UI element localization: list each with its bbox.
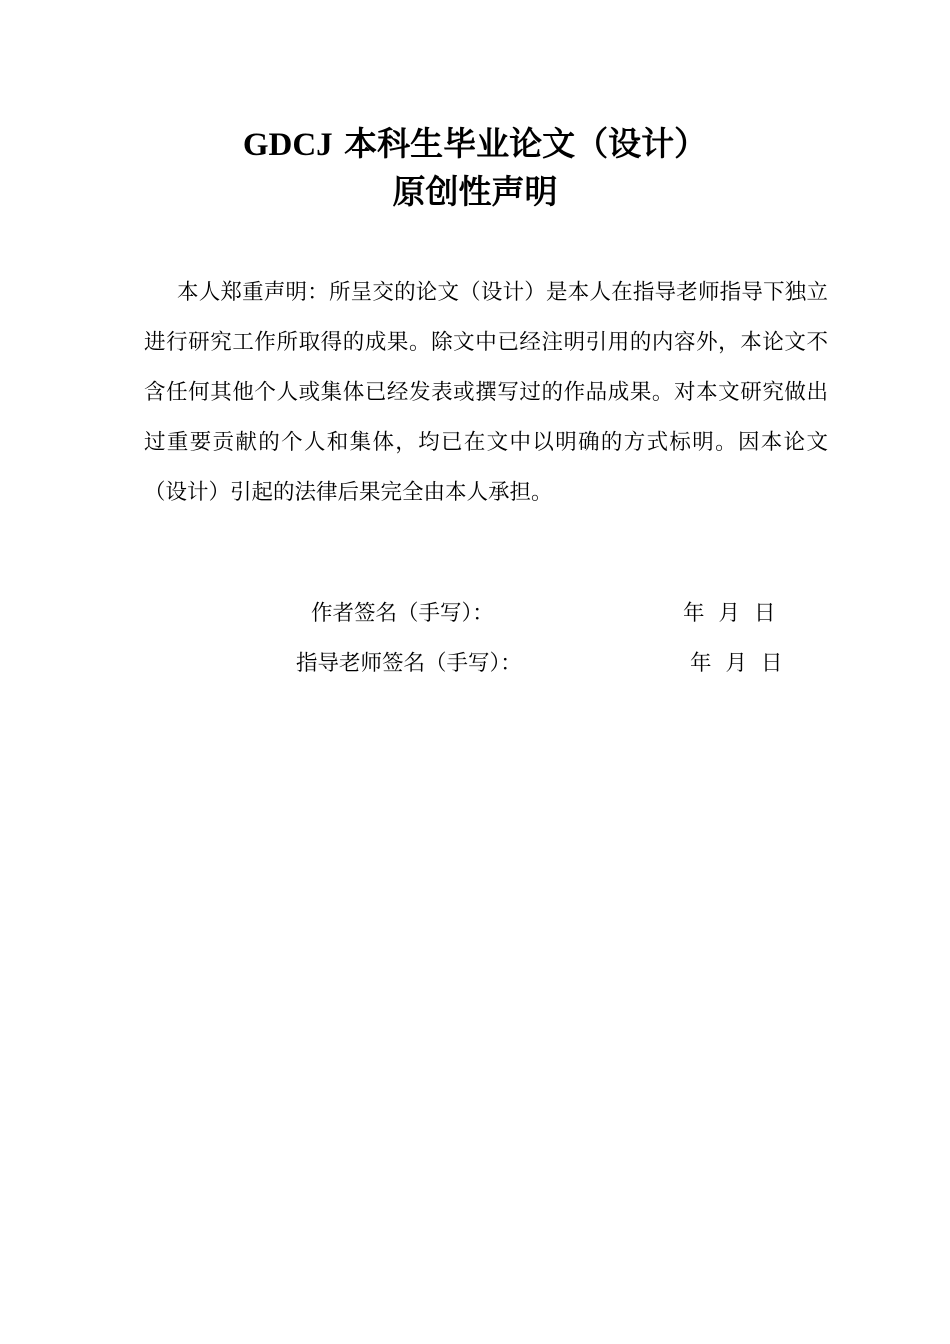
title-main: 本科生毕业论文（设计） xyxy=(344,124,708,163)
author-date-day: 日 xyxy=(754,601,776,626)
advisor-date-year: 年 xyxy=(690,651,712,676)
author-date-year: 年 xyxy=(683,601,705,626)
author-signature-label: 作者签名（手写）： xyxy=(311,601,494,626)
declaration-paragraph: 本人郑重声明：所呈交的论文（设计）是本人在指导老师指导下独立进行研究工作所取得的成果。除文中已经注明引用的内容外，本论文不含任何其他个人或集体已经发表或撰写过的作品成果。对本文研究做出过重要贡献的个人和集体，均已在文中以明确的方式标明。因本论文（设计）引起的法律后果完全由本人承担。 xyxy=(144,280,828,505)
author-date-month: 月 xyxy=(718,601,741,626)
advisor-date-day: 日 xyxy=(761,651,783,676)
advisor-date-month: 月 xyxy=(725,651,748,676)
author-signature-date xyxy=(683,599,776,629)
title-prefix: GDCJ xyxy=(242,127,333,163)
advisor-signature-date xyxy=(690,649,783,679)
advisor-signature-label: 指导老师签名（手写）： xyxy=(296,651,522,676)
page-subtitle: 原创性声明 xyxy=(392,172,558,211)
page-title xyxy=(0,124,950,165)
